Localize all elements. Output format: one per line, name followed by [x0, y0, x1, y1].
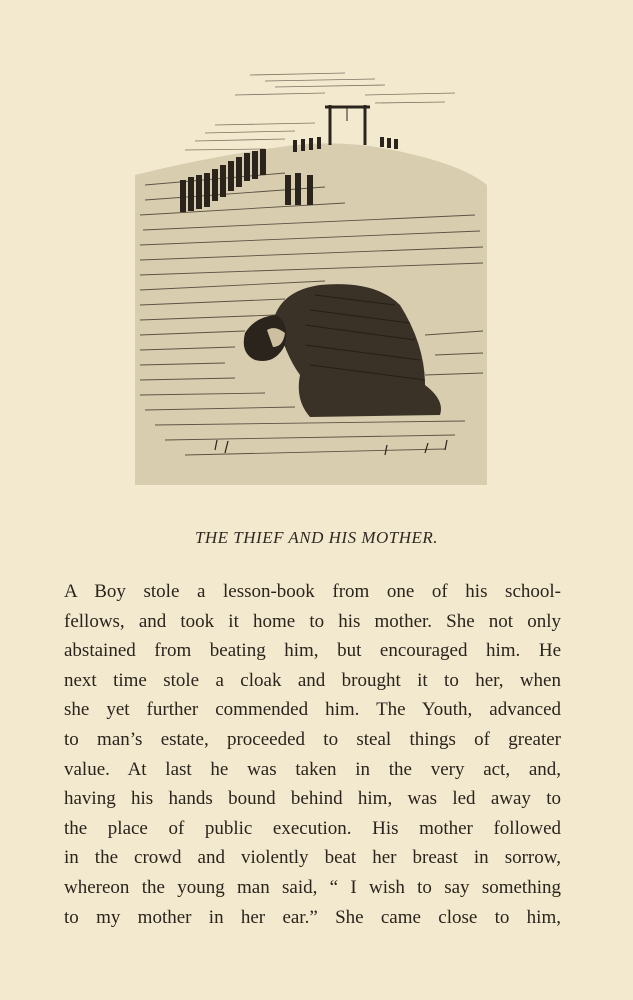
- text-line: next time stole a cloak and brought it to her, when: [64, 669, 561, 691]
- text-line: whereon the young man said, “ I wish to say something: [64, 876, 561, 898]
- text-line: value. At last he was taken in the very act, and,: [64, 758, 561, 780]
- text-line: the place of public execution. His mother followed: [64, 817, 561, 839]
- page-title: THE THIEF AND HIS MOTHER.: [194, 528, 439, 547]
- text-line: she yet further commended him. The Youth, advanced: [64, 699, 561, 721]
- text-line: having his hands bound behind him, was led away to: [64, 788, 561, 810]
- text-line: A Boy stole a lesson-book from one of his school-: [64, 581, 561, 602]
- body-text: [64, 577, 561, 932]
- text-line: to my mother in her ear.” She came close to him,: [64, 906, 561, 928]
- text-line: fellows, and took it home to his mother. She not only: [64, 610, 561, 632]
- text-line: in the crowd and violently beat her breast in sorrow,: [64, 847, 561, 869]
- engraving-illustration: [125, 55, 495, 485]
- engraving-svg: [125, 55, 495, 485]
- text-line: to man’s estate, proceeded to steal things of greater: [64, 728, 561, 750]
- text-line: abstained from beating him, but encouraged him. He: [64, 640, 561, 662]
